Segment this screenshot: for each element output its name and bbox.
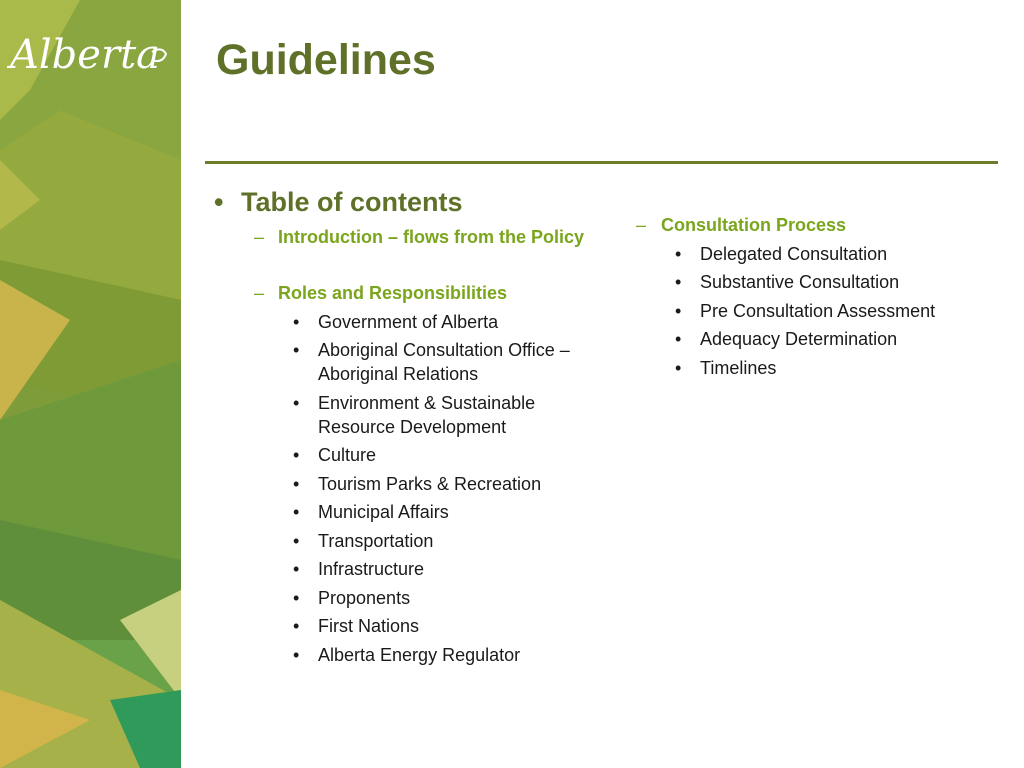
role-item xyxy=(214,614,614,638)
bullet-icon: • xyxy=(214,187,224,217)
bullet-icon: • xyxy=(675,300,682,321)
role-label: Government of Alberta xyxy=(318,311,499,332)
dash-icon: – xyxy=(254,283,265,303)
role-item xyxy=(214,443,614,467)
role-item xyxy=(214,586,614,610)
role-label: Transportation xyxy=(318,530,434,551)
title-divider xyxy=(205,161,998,164)
process-heading-label: Consultation Process xyxy=(661,215,847,235)
logo-wordmark: Alberta xyxy=(10,32,160,78)
bullet-icon: • xyxy=(293,644,300,665)
intro-label: Introduction – flows from the Policy xyxy=(278,227,585,247)
role-item xyxy=(214,310,614,334)
role-label: Aboriginal Consultation Office – Aboriginal Relations xyxy=(318,340,570,384)
toc-heading xyxy=(214,183,614,221)
role-label: Environment & Sustainable Resource Development xyxy=(318,392,536,437)
role-item xyxy=(214,391,614,439)
decorative-sidebar xyxy=(0,0,181,768)
role-item xyxy=(214,643,614,667)
process-label: Substantive Consultation xyxy=(700,272,900,292)
bullet-icon: • xyxy=(293,587,300,608)
process-heading xyxy=(636,213,1006,237)
role-label: Culture xyxy=(318,445,377,465)
bullet-icon: • xyxy=(293,502,300,522)
role-item xyxy=(214,500,614,524)
bullet-icon: • xyxy=(293,392,300,413)
role-label: First Nations xyxy=(318,616,420,636)
dash-icon: – xyxy=(254,227,265,247)
role-label: Alberta Energy Regulator xyxy=(318,644,521,665)
toc-heading-label: Table of contents xyxy=(241,187,463,217)
process-label: Pre Consultation Assessment xyxy=(700,300,936,321)
left-column xyxy=(214,183,614,667)
page-title: Guidelines xyxy=(216,36,436,84)
bullet-icon: • xyxy=(293,559,300,579)
process-item xyxy=(636,270,1006,294)
intro-item xyxy=(214,225,614,249)
bullet-icon: • xyxy=(293,473,300,494)
role-label: Tourism Parks & Recreation xyxy=(318,473,542,494)
role-item xyxy=(214,472,614,496)
process-item xyxy=(636,327,1006,351)
bullet-icon: • xyxy=(293,616,300,636)
role-item xyxy=(214,529,614,553)
dash-icon: – xyxy=(636,215,647,235)
bullet-icon: • xyxy=(293,340,300,360)
bullet-icon: • xyxy=(293,530,300,551)
process-item xyxy=(636,299,1006,323)
right-column xyxy=(636,213,1006,380)
roles-heading xyxy=(214,281,614,305)
bullet-icon: • xyxy=(675,272,682,292)
role-label: Municipal Affairs xyxy=(318,502,449,522)
geometric-pattern xyxy=(0,0,181,768)
alberta-logo xyxy=(6,22,176,82)
bullet-icon: • xyxy=(293,445,300,465)
roles-heading-label: Roles and Responsibilities xyxy=(278,283,508,303)
role-item xyxy=(214,338,614,386)
process-label: Timelines xyxy=(700,357,777,378)
process-label: Adequacy Determination xyxy=(700,329,898,349)
process-label: Delegated Consultation xyxy=(700,243,888,264)
bullet-icon: • xyxy=(675,329,682,349)
bullet-icon: • xyxy=(293,311,300,332)
bullet-icon: • xyxy=(675,243,682,264)
role-item xyxy=(214,557,614,581)
role-label: Proponents xyxy=(318,587,411,608)
role-label: Infrastructure xyxy=(318,559,425,579)
process-item xyxy=(636,242,1006,266)
bullet-icon: • xyxy=(675,357,682,378)
process-item xyxy=(636,356,1006,380)
